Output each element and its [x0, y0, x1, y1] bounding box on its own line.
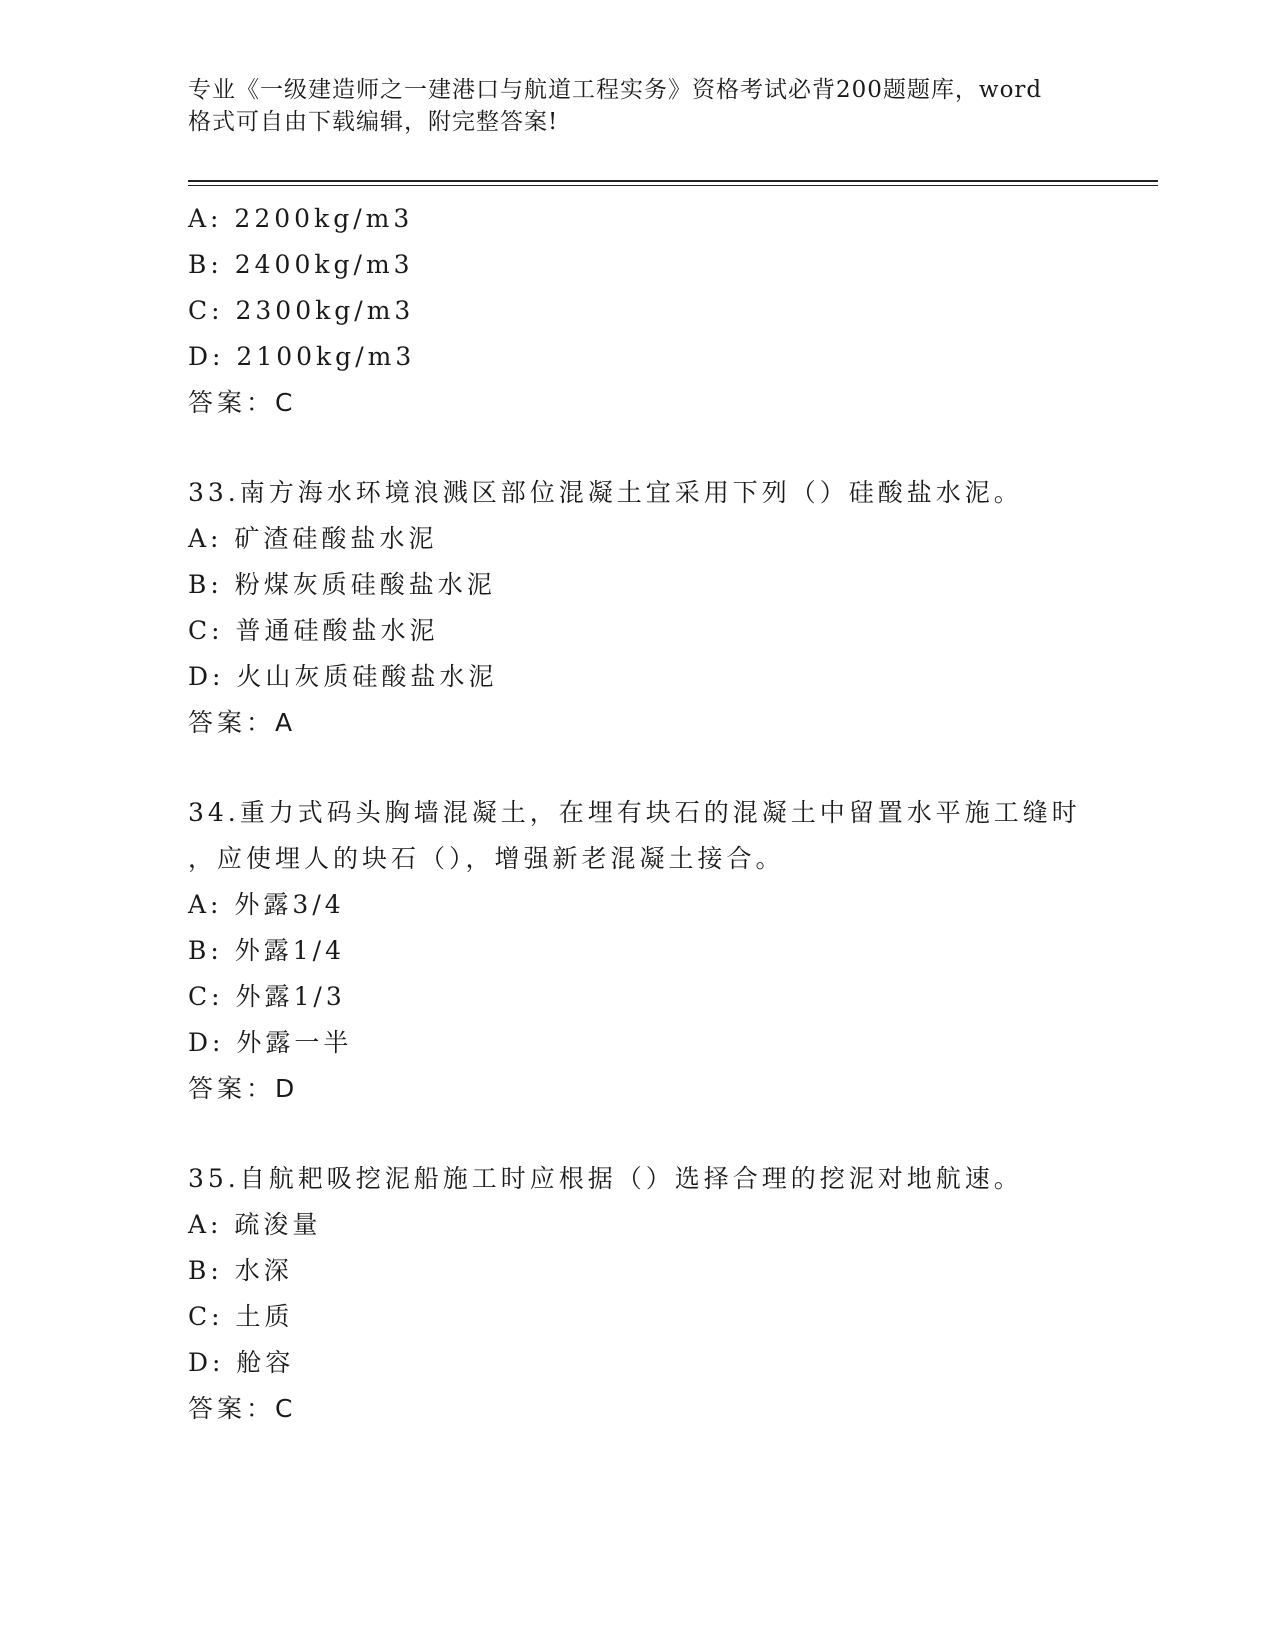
option-a: A: 2200kg/m3 [188, 204, 414, 233]
question-text-line-2: ，应使埋人的块石（），增强新老混凝土接合。 [188, 844, 785, 873]
header-line-1: 专业《一级建造师之一建港口与航道工程实务》资格考试必背200题题库，word [188, 77, 1043, 103]
header-line-2: 格式可自由下载编辑，附完整答案! [188, 109, 559, 135]
option-c: C: 外露1/3 [188, 982, 346, 1011]
option-a: A: 疏浚量 [188, 1210, 322, 1239]
option-c: C: 土质 [188, 1302, 294, 1331]
option-d: D: 外露一半 [188, 1028, 353, 1057]
option-d: D: 火山灰质硅酸盐水泥 [188, 662, 498, 691]
option-b: B: 水深 [188, 1256, 293, 1285]
spacer [188, 746, 1148, 790]
option-b: B: 外露1/4 [188, 936, 345, 965]
option-a: A: 矿渣硅酸盐水泥 [188, 524, 438, 553]
header-divider-thick [188, 180, 1158, 182]
answer: 答案：A [188, 708, 297, 737]
question-text: 35.自航耙吸挖泥船施工时应根据（）选择合理的挖泥对地航速。 [188, 1164, 1023, 1193]
option-d: D: 2100kg/m3 [188, 342, 416, 371]
document-header [188, 74, 1088, 138]
question-33 [188, 470, 1148, 746]
question-34 [188, 790, 1148, 1112]
answer: 答案：C [188, 388, 297, 417]
spacer [188, 426, 1148, 470]
option-b: B: 2400kg/m3 [188, 250, 414, 279]
question-32 [188, 196, 1148, 426]
option-b: B: 粉煤灰质硅酸盐水泥 [188, 570, 496, 599]
answer: 答案：C [188, 1394, 297, 1423]
option-d: D: 舱容 [188, 1348, 295, 1377]
question-text: 33.南方海水环境浪溅区部位混凝土宜采用下列（）硅酸盐水泥。 [188, 478, 1023, 507]
question-text-line-1: 34.重力式码头胸墙混凝土，在埋有块石的混凝土中留置水平施工缝时 [188, 798, 1081, 827]
answer: 答案：D [188, 1074, 299, 1103]
option-a: A: 外露3/4 [188, 890, 345, 919]
header-divider-thin [188, 185, 1158, 186]
question-list [188, 196, 1148, 1432]
option-c: C: 普通硅酸盐水泥 [188, 616, 439, 645]
option-c: C: 2300kg/m3 [188, 296, 415, 325]
spacer [188, 1112, 1148, 1156]
question-35 [188, 1156, 1148, 1432]
